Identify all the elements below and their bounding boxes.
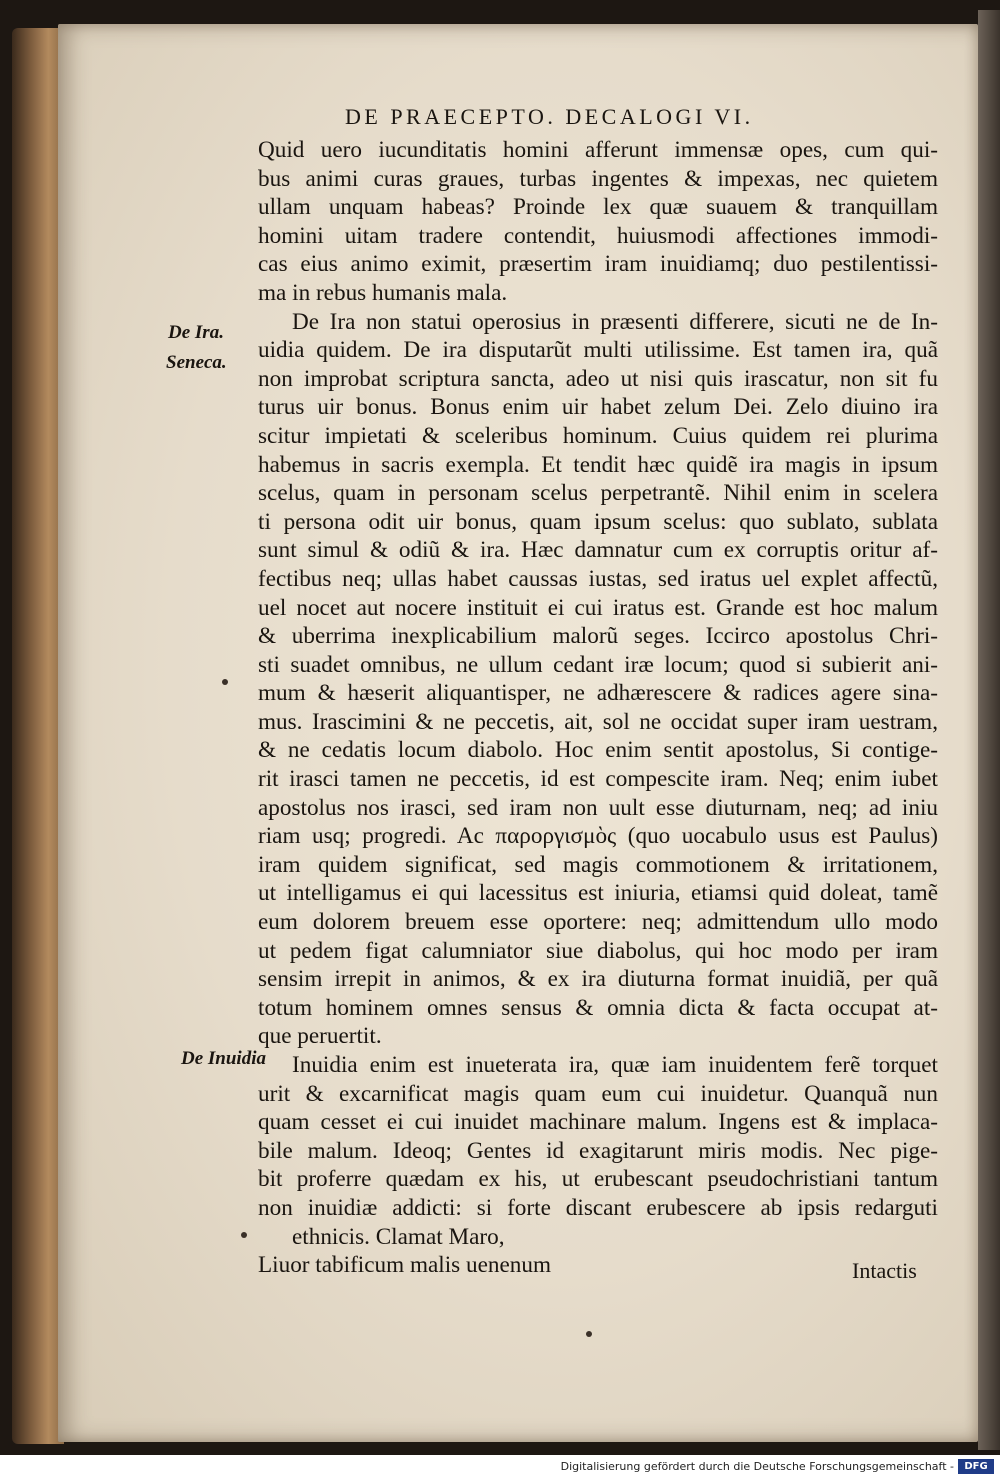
text-line: iram quidem significat, sed magis commotionem & irritationem, (258, 851, 938, 878)
text-line: ullam unquam habeas? Proinde lex quæ suauem & tranquillam (258, 194, 938, 221)
text-line: rit irasci tamen ne peccetis, id est compescite iram. Neq; enim iubet (258, 766, 938, 793)
text-line: sunt simul & odiũ & ira. Hæc damnatur cum ex corruptis oritur af- (258, 537, 938, 564)
text-line: & ne cedatis locum diabolo. Hoc enim sentit apostolus, Si contige- (258, 737, 938, 764)
text-line: bit proferre quædam ex his, ut erubescant pseudochristiani tantum (258, 1166, 938, 1193)
body-text (258, 136, 938, 1280)
margin-note-seneca: Seneca. (166, 352, 227, 373)
text-line: bus animi curas graues, turbas ingentes & impexas, nec quietem (258, 165, 938, 192)
text-line: mus. Irascimini & ne peccetis, ait, sol ne occidat super iram uestram, (258, 708, 938, 735)
text-line: ut intelligamus ei qui lacessitus est iniuria, etiamsi quid doleat, tamẽ (258, 880, 938, 907)
text-line: non improbat scriptura sancta, adeo ut nisi quis irascatur, non sit fu (258, 365, 938, 392)
book-spine-edge (12, 28, 64, 1444)
text-line: eum dolorem breuem esse oportere: neq; admittendum ullo modo (258, 909, 938, 936)
text-line: uel nocet aut nocere instituit ei cui iratus est. Grande est hoc malum (258, 594, 938, 621)
text-line: scelus, quam in personam scelus perpetrantẽ. Nihil enim in scelera (258, 480, 938, 507)
text-line: ethnicis. Clamat Maro, (292, 1223, 505, 1250)
running-head: DE PRAECEPTO. DECALOGI VI. (345, 104, 754, 129)
text-line: sti suadet omnibus, ne ullum cedant iræ locum; quod si subierit ani- (258, 651, 938, 678)
text-line: Quid uero iucunditatis homini afferunt immensæ opes, cum qui- (258, 137, 938, 163)
text-line: riam usq; progredi. Ac παροργισμὸς (quo uocabulo usus est Paulus) (258, 823, 938, 850)
text-line: & uberrima inexplicabilium malorũ seges. Iccirco apostolus Chri- (258, 623, 938, 650)
ink-speck (222, 679, 228, 685)
text-line: turus uir bonus. Bonus enim uir habet zelum Dei. Zelo diuino ira (258, 394, 938, 421)
text-line: mum & hæserit aliquantisper, ne adhærescere & radices agere sina- (258, 680, 938, 707)
text-line: bile malum. Ideoq; Gentes id exagitarunt miris modis. Nec pige- (258, 1137, 938, 1164)
ink-speck (241, 1232, 247, 1238)
text-line: quam cesset ei cui inuidet machinare malum. Ingens est & implaca- (258, 1109, 938, 1136)
text-line: Liuor tabificum malis uenenum (258, 1252, 551, 1279)
text-line: ut pedem figat calumniator siue diabolus, qui hoc modo per iram (258, 937, 938, 964)
text-line: Inuidia enim est inueterata ira, quæ iam inuidentem ferẽ torquet (292, 1052, 938, 1078)
text-line: urit & excarnificat magis quam eum cui inuidetur. Quanquã nun (258, 1080, 938, 1107)
catchword: Intactis (852, 1258, 917, 1283)
text-line: que peruertit. (258, 1023, 382, 1050)
text-line: scitur impietati & sceleribus hominum. Cuius quidem rei plurima (258, 422, 938, 449)
margin-note-ira: De Ira. (168, 322, 224, 343)
text-line: fectibus neq; ullas habet caussas iustas, sed iratus uel explet affectũ, (258, 565, 938, 592)
text-line: homini uitam tradere contendit, huiusmodi affectiones immodi- (258, 222, 938, 249)
text-line: apostolus nos irasci, sed iram non uult esse diuturnam, neq; ad iniu (258, 794, 938, 821)
text-line: ti persona odit uir bonus, quam ipsum scelus: quo sublato, sublata (258, 508, 938, 535)
text-line: habemus in sacris exempla. Et tendit hæc quidẽ ira magis in ipsum (258, 451, 938, 478)
text-line: uidia quidem. De ira disputarũt multi utilissime. Est tamen ira, quã (258, 337, 938, 364)
funding-credit: Digitalisierung gefördert durch die Deutsche Forschungsgemeinschaft - (560, 1460, 954, 1473)
text-line: ma in rebus humanis mala. (258, 279, 508, 306)
ink-speck (586, 1331, 592, 1337)
text-line: cas eius animo eximit, præsertim iram inuidiamq; duo pestilentissi- (258, 251, 938, 278)
margin-note-inuidia: De Inuidia (181, 1048, 266, 1069)
book-fore-edge (978, 10, 1000, 1450)
text-line: sensim irrepit in animos, & ex ira diuturna format inuidiã, per quã (258, 966, 938, 993)
text-line: totum hominem omnes sensus & omnia dicta & facta occupat at- (258, 994, 938, 1021)
text-line: De Ira non statui operosius in præsenti differere, sicuti ne de In- (292, 308, 938, 335)
dfg-logo: DFG (958, 1459, 994, 1474)
text-line: non inuidiæ addicti: si forte discant erubescere ab ipsis redarguti (258, 1194, 938, 1221)
